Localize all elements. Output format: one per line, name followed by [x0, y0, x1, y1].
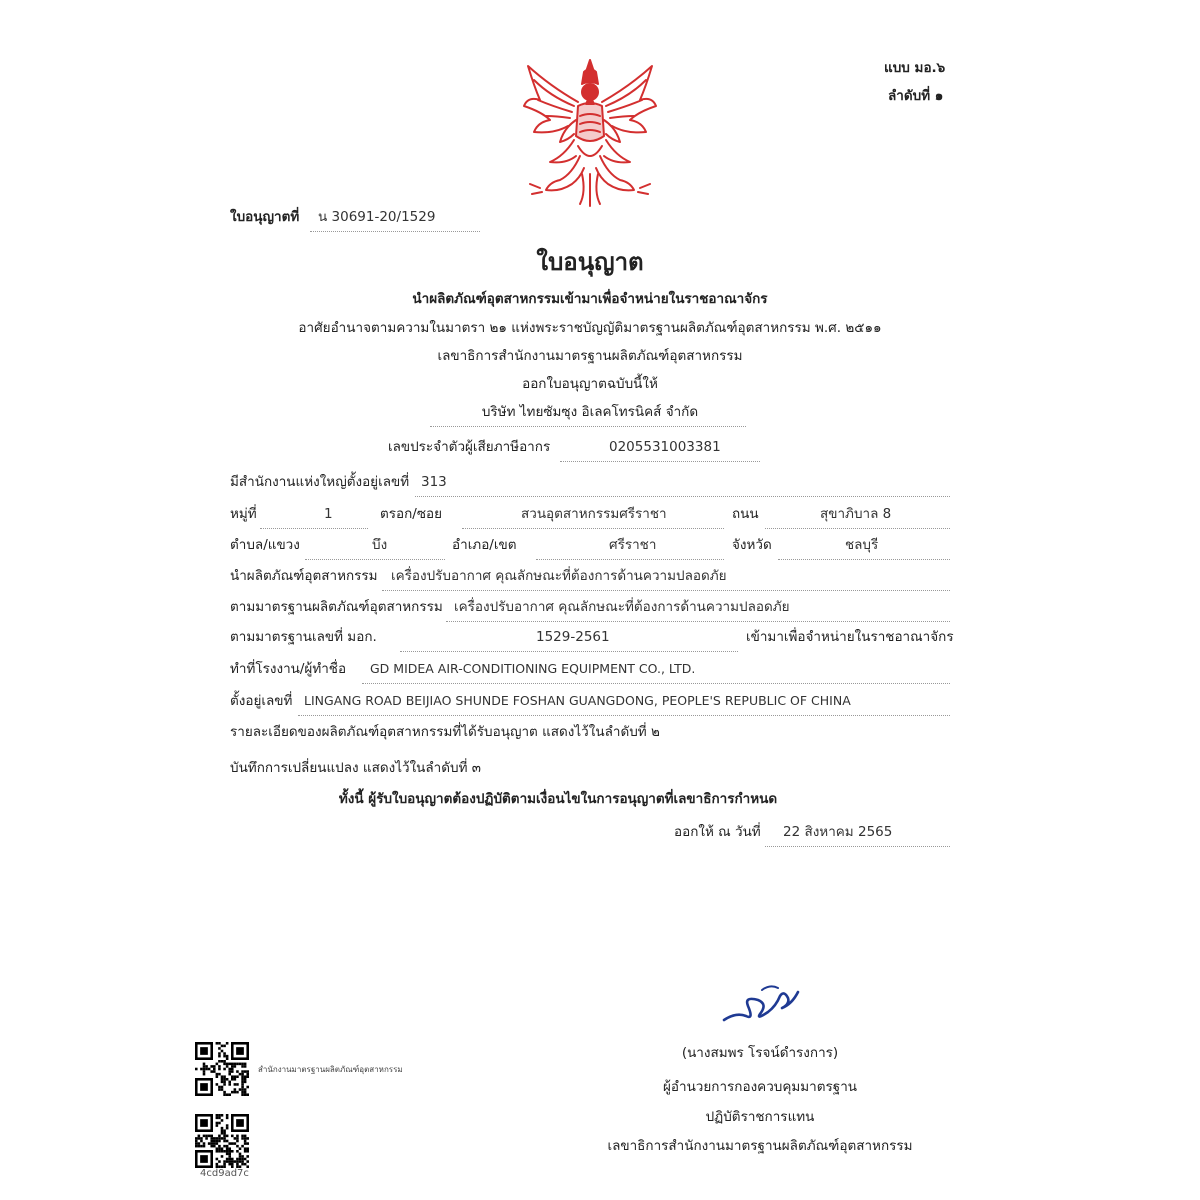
tambon-label: ตำบล/แขวง	[230, 537, 300, 553]
product-value: เครื่องปรับอากาศ คุณลักษณะที่ต้องการด้านความปลอดภัย	[391, 568, 727, 584]
province-value: ชลบุรี	[845, 537, 879, 553]
issue-text: ออกใบอนุญาตฉบับนี้ให้	[522, 376, 658, 392]
subtitle: นำผลิตภัณฑ์อุตสาหกรรมเข้ามาเพื่อจำหน่ายในราชอาณาจักร	[412, 291, 768, 307]
amphoe-value: ศรีราชา	[609, 537, 657, 553]
conditions-note: ทั้งนี้ ผู้รับใบอนุญาตต้องปฏิบัติตามเงื่อนไขในการอนุญาตที่เลขาธิการกำหนด	[338, 791, 778, 807]
company-name: บริษัท ไทยซัมซุง อิเลคโทรนิคส์ จำกัด	[481, 404, 699, 420]
manufacturer-label: ทำที่โรงงาน/ผู้ทำชื่อ	[230, 661, 347, 677]
product-label: นำผลิตภัณฑ์อุตสาหกรรม	[230, 568, 378, 584]
qr-code-tisi	[195, 1042, 249, 1096]
changes-note: บันทึกการเปลี่ยนแปลง แสดงไว้ในลำดับที่ ๓	[230, 760, 481, 776]
tambon-value: บึง	[372, 537, 388, 553]
manufacturer-address-value: LINGANG ROAD BEIJIAO SHUNDE FOSHAN GUANGDONG, PEOPLE'S REPUBLIC OF CHINA	[304, 693, 851, 708]
details-note: รายละเอียดของผลิตภัณฑ์อุตสาหกรรมที่ได้รับอนุญาต แสดงไว้ในลำดับที่ ๒	[230, 724, 660, 740]
qr-caption: สำนักงานมาตรฐานผลิตภัณฑ์อุตสาหกรรม	[258, 1065, 403, 1074]
office-label: มีสำนักงานแห่งใหญ่ตั้งอยู่เลขที่	[230, 474, 410, 490]
moo-label: หมู่ที่	[230, 506, 257, 522]
manufacturer-value: GD MIDEA AIR-CONDITIONING EQUIPMENT CO., LTD.	[370, 661, 696, 676]
tis-label: ตามมาตรฐานเลขที่ มอก.	[230, 629, 377, 645]
issue-date-label: ออกให้ ณ วันที่	[674, 824, 761, 840]
road-value: สุขาภิบาล 8	[820, 506, 892, 522]
road-underline	[765, 528, 950, 529]
authority-text: อาศัยอำนาจตามความในมาตรา ๒๑ แห่งพระราชบัญญัติมาตรฐานผลิตภัณฑ์อุตสาหกรรม พ.ศ. ๒๕๑๑	[298, 320, 882, 336]
sequence-label: ลำดับที่ ๑	[888, 88, 944, 104]
manufacturer-underline	[362, 683, 950, 684]
tis-value: 1529-2561	[536, 629, 610, 645]
standard-value: เครื่องปรับอากาศ คุณลักษณะที่ต้องการด้านความปลอดภัย	[454, 599, 790, 615]
page-title: ใบอนุญาต	[536, 248, 644, 276]
province-label: จังหวัด	[732, 537, 772, 553]
issuer-text: เลขาธิการสำนักงานมาตรฐานผลิตภัณฑ์อุตสาหกรรม	[437, 348, 743, 364]
amphoe-label: อำเภอ/เขต	[452, 537, 517, 553]
qr-code-id: 4cd9ad7c	[200, 1168, 249, 1179]
tambon-underline	[305, 559, 445, 560]
signature-image	[718, 982, 804, 1030]
signatory-title: เลขาธิการสำนักงานมาตรฐานผลิตภัณฑ์อุตสาหกรรม	[607, 1138, 913, 1154]
form-code: แบบ มอ.๖	[884, 60, 946, 76]
garuda-emblem	[520, 56, 660, 208]
tis-suffix: เข้ามาเพื่อจำหน่ายในราชอาณาจักร	[746, 629, 954, 645]
tis-underline	[400, 651, 738, 652]
amphoe-underline	[536, 559, 724, 560]
signatory-name: (นางสมพร โรจน์ดำรงการ)	[681, 1045, 839, 1061]
soi-underline	[462, 528, 724, 529]
license-number-value: น 30691-20/1529	[318, 209, 436, 225]
manufacturer-address-underline	[298, 715, 950, 716]
province-underline	[778, 559, 950, 560]
soi-label: ตรอก/ซอย	[380, 506, 443, 522]
standard-label: ตามมาตรฐานผลิตภัณฑ์อุตสาหกรรม	[230, 599, 443, 615]
tax-id-value: 0205531003381	[609, 439, 721, 455]
moo-underline	[260, 528, 368, 529]
qr-code-verify	[195, 1114, 249, 1168]
tax-id-underline	[560, 461, 760, 462]
soi-value: สวนอุตสาหกรรมศรีราชา	[521, 506, 667, 522]
signatory-acting: ปฏิบัติราชการแทน	[705, 1109, 815, 1125]
issue-date-value: 22 สิงหาคม 2565	[783, 824, 893, 840]
license-number-underline	[310, 231, 480, 232]
signatory-position: ผู้อำนวยการกองควบคุมมาตรฐาน	[662, 1079, 858, 1095]
moo-value: 1	[324, 506, 333, 522]
company-underline	[430, 426, 746, 427]
office-value: 313	[421, 474, 447, 490]
license-number-label: ใบอนุญาตที่	[230, 209, 300, 225]
issue-date-underline	[765, 846, 950, 847]
product-underline	[382, 590, 950, 591]
manufacturer-address-label: ตั้งอยู่เลขที่	[230, 693, 293, 709]
office-underline	[415, 496, 950, 497]
tax-id-label: เลขประจำตัวผู้เสียภาษีอากร	[388, 439, 551, 455]
road-label: ถนน	[732, 506, 759, 522]
standard-underline	[446, 621, 950, 622]
